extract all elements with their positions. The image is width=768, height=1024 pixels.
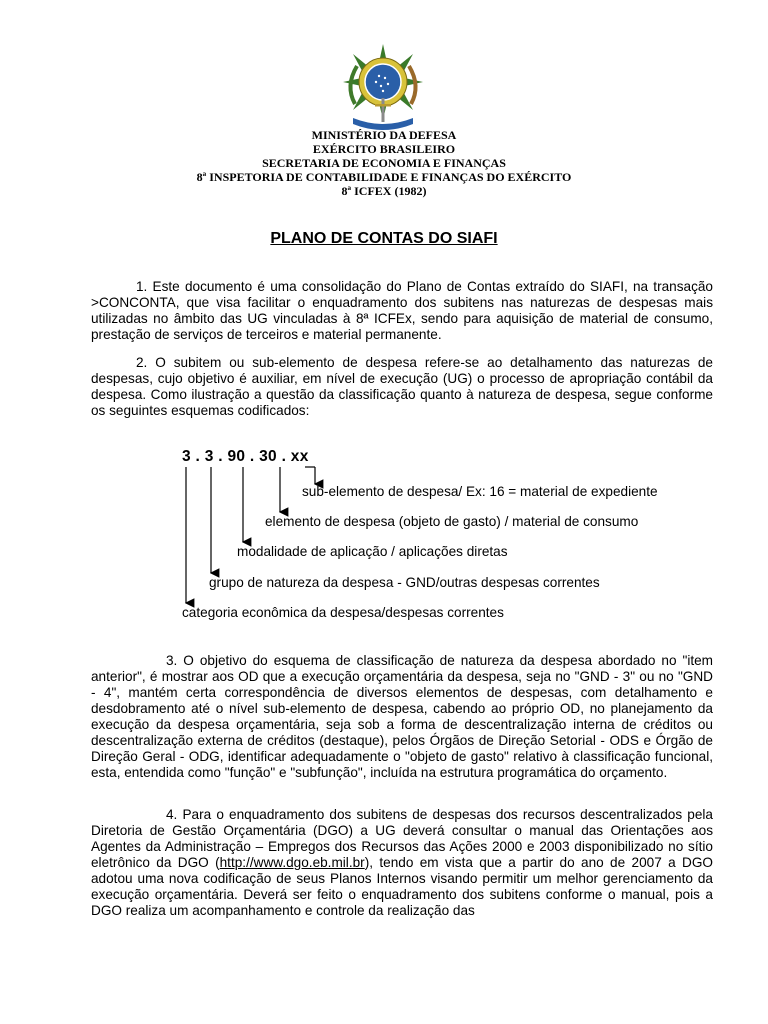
header-line-icfex: 8ª ICFEX (1982)	[341, 184, 427, 198]
paragraph-4-text-end: ), tendo em vista que a partir do ano de 2007 a DGO adotou uma nova codificação de seus Planos Internos visando permitir um melhor gerenciamento da execução orçamentária. Deverá ser feito o enquadramento dos subitens conforme o manual, pois a DGO realiza um acompanhamento e controle da realização das	[91, 855, 713, 918]
paragraph-1: 1. Este documento é uma consolidação do Plano de Contas extraído do SIAFI, na transação >CONCONTA, que visa facilitar o enquadramento dos subitens nas naturezas de despesas mais utilizadas no âmbito das UG vinculadas à 8ª ICFEx, sendo para aquisição de material de consumo, prestação de serviços de terceiros e material permanente.	[91, 279, 713, 342]
header-line-ministry: MINISTÉRIO DA DEFESA	[311, 128, 457, 142]
label-modalidade: modalidade de aplicação / aplicações diretas	[237, 544, 508, 559]
header-line-army: EXÉRCITO BRASILEIRO	[312, 142, 456, 156]
paragraph-4	[91, 807, 713, 919]
paragraph-2: 2. O subitem ou sub-elemento de despesa refere-se ao detalhamento das naturezas de despesas, cujo objetivo é auxiliar, em nível de execução (UG) o processo de apropriação contábil da despesa. Como ilustração a questão da classificação quanto à natureza de despesa, segue conforme os seguintes esquemas codificados:	[91, 355, 713, 418]
label-sub-elemento: sub-elemento de despesa/ Ex: 16 = material de expediente	[302, 484, 658, 499]
label-grupo: grupo de natureza da despesa - GND/outras despesas correntes	[209, 575, 600, 590]
header-line-secretariat: SECRETARIA DE ECONOMIA E FINANÇAS	[262, 156, 506, 170]
dgo-website-link[interactable]: http://www.dgo.eb.mil.br	[219, 855, 365, 870]
document-title: PLANO DE CONTAS DO SIAFI	[270, 230, 498, 247]
label-categoria: categoria econômica da despesa/despesas correntes	[182, 605, 504, 620]
header-line-inspectorate: 8ª INSPETORIA DE CONTABILIDADE E FINANÇAS DO EXÉRCITO	[196, 170, 572, 184]
paragraph-4-text-start: 4. Para o enquadramento dos subitens de despesas dos recursos descentralizados pela Diretoria de Gestão Orçamentária (DGO) a UG deverá consultar o manual das Orientações aos Agentes da Administração – Empregos dos Recursos das Ações 2000 e 2003 disponibilizado no sítio eletrônico da DGO (	[91, 807, 713, 870]
paragraph-3: 3. O objetivo do esquema de classificação de natureza da despesa abordado no "item anterior", é mostrar aos OD que a execução orçamentária da despesa, seja no "GND - 3" ou no "GND - 4", mantém certa correspondência de diversos elementos de despesas, com detalhamento e desdobramento até o nível sub-elemento de despesa, cabendo ao próprio OD, no planejamento da execução da despesa orçamentária, seja sob a forma de descentralização interna de créditos ou descentralização externa de créditos (destaque), pelos Órgãos de Direção Setorial - ODS e Órgão de Direção Geral - ODG, identificar adequadamente o "objeto de gasto" relativo à classificação funcional, esta, entendida como "função" e "subfunção", incluída na estrutura programática do orçamento.	[91, 653, 713, 780]
label-elemento: elemento de despesa (objeto de gasto) / material de consumo	[265, 514, 639, 529]
classification-code: 3 . 3 . 90 . 30 . xx	[182, 448, 309, 465]
